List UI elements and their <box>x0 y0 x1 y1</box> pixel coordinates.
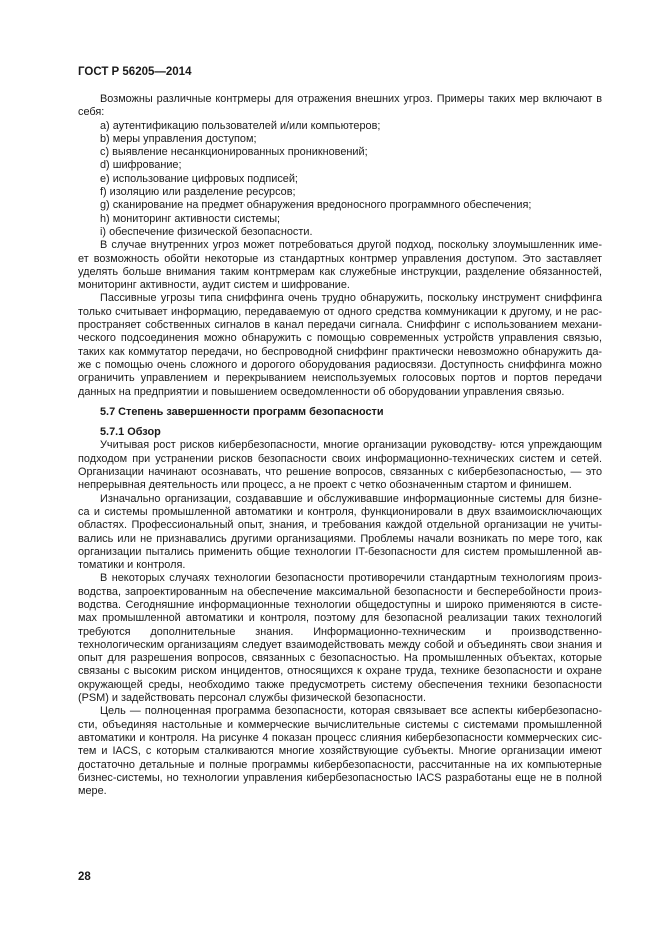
list-item: g) сканирование на предмет обнаружения вредоносного программного обеспечения; <box>100 199 532 212</box>
text-line: же с помощью очень сложного и дорогого оборудования радиосвязи. Доступность сниффинга можно <box>78 358 602 371</box>
list-item: d) шифрование; <box>100 159 182 172</box>
section-heading-5-7-1: 5.7.1 Обзор <box>100 426 161 439</box>
document-header: ГОСТ Р 56205—2014 <box>78 66 192 78</box>
text-line: Учитывая рост рисков кибербезопасности, многие организации руководству- ются упреждающим <box>100 439 602 452</box>
countermeasures-list <box>78 120 602 240</box>
text-line: опыт для разрешения вопросов, связанных с безопасностью. На промышленных объектах, которые <box>78 652 602 665</box>
text-line: уделять больше внимания таким контрмерам как служебные инструкции, разделение обязанностей, <box>78 265 602 278</box>
text-line: данных на предприятии и повышением осведомленности об оборудовании управления связью. <box>78 385 565 398</box>
text-line: областях. Профессиональный опыт, знания, и требования каждой отдельной организации не учиты- <box>78 519 602 532</box>
text-line: пространяет собственных сигналов в канал передачи сигнала. Сниффинг с использованием механи- <box>78 319 602 332</box>
text-line: непрерывная деятельность или процесс, а не проект с четко обозначенным стартом и финишем. <box>78 479 572 492</box>
list-item: a) аутентификацию пользователей и/или компьютеров; <box>100 119 381 132</box>
text-line: требуются дополнительные знания. Информационно-техническим и производственно- <box>78 625 602 638</box>
paragraph <box>78 239 602 292</box>
text-line: таких как коммутатор передачи, но беспроводной сниффинг практически невозможно обнаружить да- <box>78 345 602 358</box>
list-item: b) меры управления доступом; <box>100 132 257 145</box>
text-line: вались или не признавались другими организациями. Проблемы начали возникать по мере того, как <box>78 532 602 545</box>
text-line: мах промышленной автоматики и контроля, поэтому для безопасной реализации таких технологий <box>78 612 602 625</box>
text-line: автоматики и контроля. На рисунке 4 показан процесс слияния кибербезопасности коммерческих сис- <box>78 731 602 744</box>
text-line: мониторинг активности, аудит систем и шифрование. <box>78 279 350 292</box>
paragraph <box>78 292 602 398</box>
text-line: сти, объединяя настольные и коммерческие вычислительные системы с системами промышленной <box>78 718 602 731</box>
text-line: окружающей среды, необходимо также предусмотреть систему обеспечения техники безопасности <box>78 678 602 691</box>
page-number: 28 <box>78 871 91 883</box>
text-line: Возможны различные контрмеры для отражения внешних угроз. Примеры таких мер включают в <box>100 93 602 105</box>
text-line: достаточно детальные и полные программы кибербезопасности, рассчитанные на их компьютерные <box>78 758 602 771</box>
list-item: e) использование цифровых подписей; <box>100 172 298 185</box>
text-line: тем и IACS, с которым сталкиваются многие хозяйствующие субъекты. Многие организации имеют <box>78 745 602 758</box>
paragraph <box>78 705 602 798</box>
text-line: ческого подсоединения можно обнаружить с помощью современных устройств управления связью, <box>78 332 602 345</box>
text-line: мере. <box>78 785 107 798</box>
text-line: организации пытались применить общие технологии IT-безопасности для систем промышленной ав- <box>78 545 602 558</box>
text-line: ограничить управлением и перекрыванием неиспользуемых голосовых портов и портов передачи <box>78 372 602 385</box>
paragraph <box>78 493 602 573</box>
document-body <box>78 93 602 798</box>
text-line: са и системы промышленной автоматики и контроля, функционировали в двух взаимоисключающих <box>78 505 602 518</box>
paragraph <box>78 439 602 492</box>
text-line: В некоторых случаях технологии безопасности противоречили стандартным технологиям произ- <box>100 572 602 585</box>
list-item: i) обеспечение физической безопасности. <box>100 225 313 238</box>
text-line: В случае внутренних угроз может потребоваться другой подход, поскольку злоумышленник име- <box>100 239 602 252</box>
paragraph <box>78 572 602 705</box>
list-item: c) выявление несанкционированных проникновений; <box>100 146 368 159</box>
text-line: Организации начинают осознавать, что решение вопросов, связанных с кибербезопасностью, — это <box>78 466 602 479</box>
text-line: томатики и контроля. <box>78 559 186 572</box>
text-line: водства, запроектированным на обеспечение максимальной безопасности и бесперебойности произ- <box>78 585 602 598</box>
paragraph <box>78 93 602 120</box>
text-line: ет возможность обойти некоторые из стандартных контрмер управления доступом. Это заставляет <box>78 252 602 265</box>
text-line: только считывает информацию, передаваемую от одного средства коммуникации к другому, и не рас- <box>78 305 602 318</box>
text-line: Цель — полноценная программа безопасности, которая связывает все аспекты кибербезопасно- <box>100 705 602 718</box>
list-item: h) мониторинг активности системы; <box>100 212 281 225</box>
list-item: f) изоляцию или разделение ресурсов; <box>100 186 296 199</box>
text-line: бизнес-системы, но технологии управления кибербезопасностью IACS разработаны еще не в полной <box>78 771 602 784</box>
text-line: водства. Сегодняшние информационные технологии общедоступны и широко применяются в систе- <box>78 598 602 611</box>
text-line: технологическим организациям следует взаимодействовать между собой и объединять свои знания и <box>78 638 602 651</box>
text-line: Пассивные угрозы типа сниффинга очень трудно обнаружить, поскольку инструмент сниффинга <box>100 292 602 305</box>
text-line: (PSM) и задействовать персонал службы физической безопасности. <box>78 692 427 705</box>
section-heading-5-7: 5.7 Степень завершенности программ безопасности <box>100 405 384 418</box>
text-line: себя: <box>78 106 105 119</box>
text-line: подходом при устранении рисков безопасности своих информационно-технических систем и сетей. <box>78 452 602 465</box>
text-line: Изначально организации, создававшие и обслуживавшие информационные системы для бизне- <box>100 492 602 505</box>
text-line: связаны с высоким риском инцидентов, относящихся к охране труда, технике безопасности и охране <box>78 665 602 678</box>
